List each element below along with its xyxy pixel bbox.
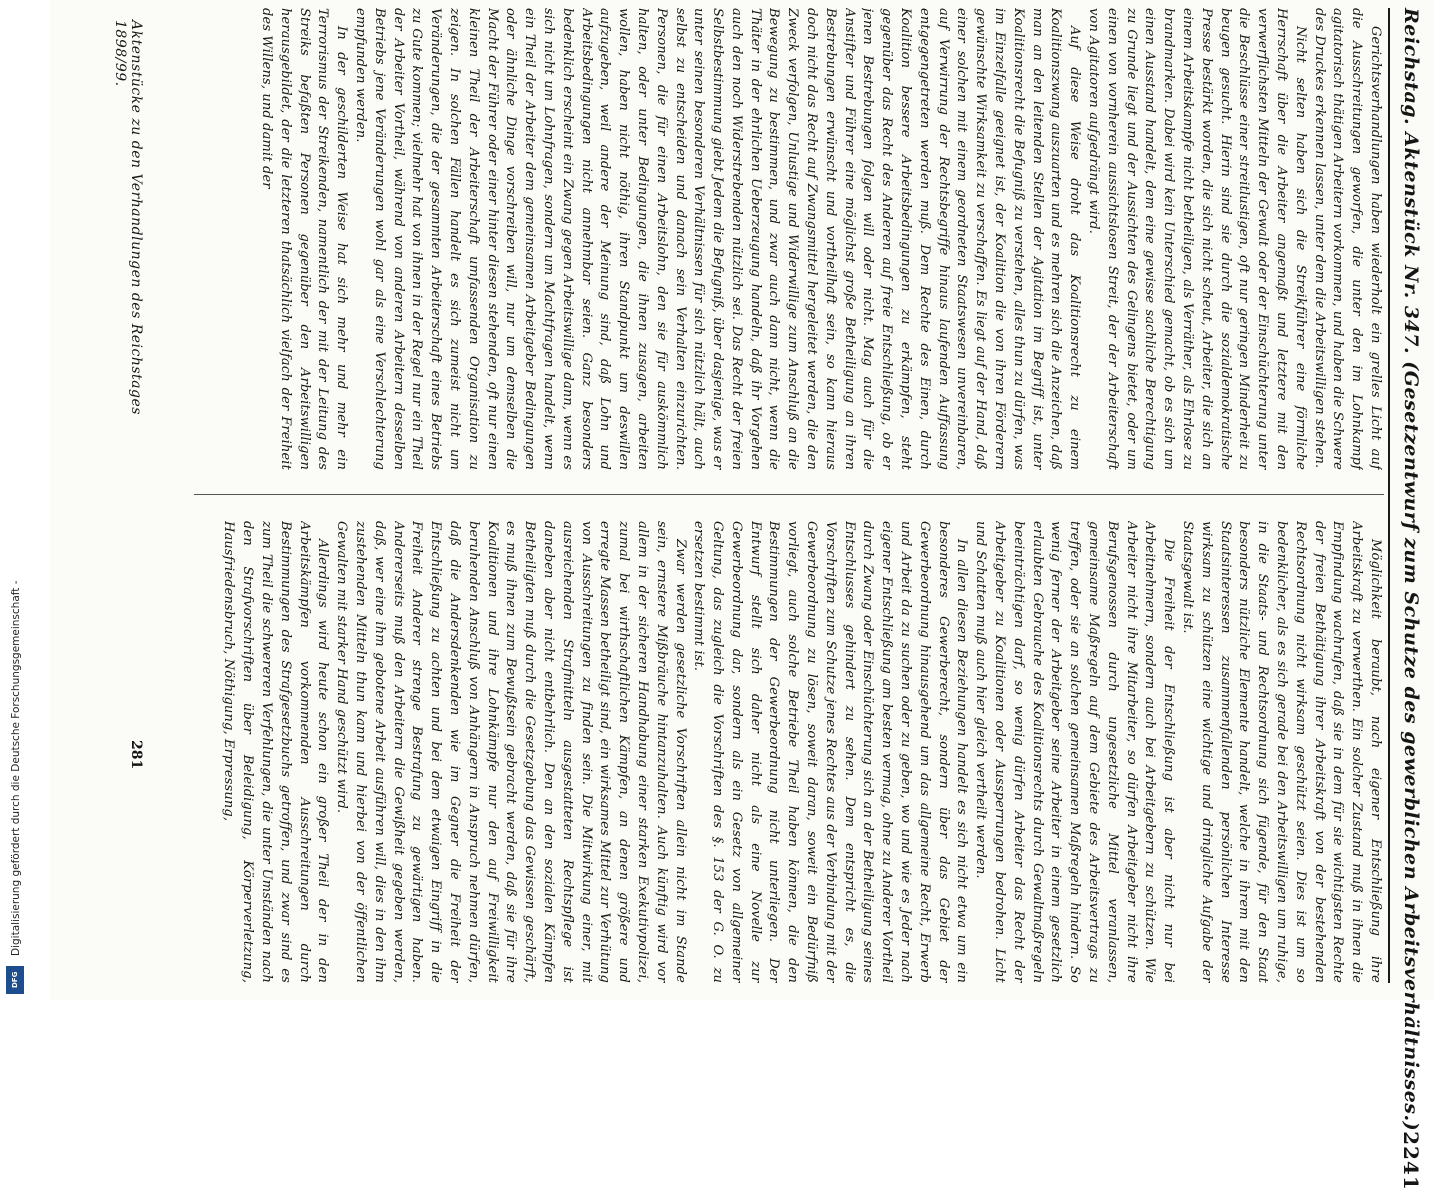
paragraph: Nicht selten haben sich die Streikführer eine förmliche Herrschaft über die Arbeiter angemaßt und letztere mit den verwerflichsten Mitteln der Gewalt oder der Einschüchterung unter die Beschlüsse einer streitlustigen, oft nur geringen Minderheit zu beugen gesucht. Hierin sind sie durch die sozialdemokratische Presse bestärkt worden, die sich nicht scheut, Arbeiter, die sich an einem Arbeitskampfe nicht betheiligen, als Verräther, als Ehrlose zu brandmarken. Dabei wird kein Unterschied gemacht, ob es sich um einen Ausstand handelt, dem eine gewisse sachliche Berechtigung zu Grunde liegt und der Aussichten des Gelingens bietet, oder um einen von vornherein aussichtslosen Streit, der der Arbeiterschaft von Agitatoren aufgedrängt wird.: [1086, 8, 1308, 470]
digitization-sidebar: [0, 0, 50, 1000]
paragraph: Zwar werden gesetzliche Vorschriften allein nicht im Stande sein, ernstere Mißbräuche hintanzuhalten. Auch künftig wird vor allem in der sicheren Handhabung einer starken Exekutivpolizei, zumal bei wirthschaftlichen Kämpfen, an denen größere und erregte Massen betheiligt sind, ein wirksames Mittel zur Verhütung von Ausschreitungen zu finden sein. Die Mitwirkung einer, mit ausreichenden Strafmitteln ausgestatteten Rechtspflege ist daneben aber nicht entbehrlich. Den an den sozialen Kämpfen Betheiligten muß durch die Gesetzgebung das Gewissen geschärft, es muß ihnen zum Bewußtsein gebracht werden, daß sie für ihre Koalitionen und ihre Lohnkämpfe nur den auf Freiwilligkeit beruhenden Anschluß von Anhängern in Anspruch nehmen dürfen, daß die Andersdenkenden wie im Gegner die Freiheit der Entschließung zu achten und bei dem etwaigen Eingriff in die Freiheit Anderer strenge Bestrafung zu gewärtigen haben. Andererseits muß den Arbeitern die Gewißheit gegeben werden, daß, wer eine ihm gebotene Arbeit ausführen will, dies in den ihm zustehenden Mitteln thun kann und hierbei von der öffentlichen Gewalten mit starker Hand geschützt wird.: [334, 521, 688, 983]
rotated-page-content: [50, 0, 1434, 1191]
scanned-page: [50, 0, 1434, 1191]
paragraph: Die Freiheit der Entschließung ist aber nicht nur bei Arbeitnehmern, sondern auch bei Arbeitgebern zu schützen. Wie Arbeiter nicht ihre Mitarbeiter, so dürfen Arbeitgeber nicht ihre Berufsgenossen durch ungesetzliche Mittel veranlassen, gemeinsame Maßregeln auf dem Gebiete des Arbeitsvertrags zu treffen, oder sie an solchen gemeinsamen Maßregeln hindern. So wenig ferner der Arbeitgeber seine Arbeiter in einem gesetzlich erlaubten Gebrauche des Koalitionsrechts durch Gewaltmaßregeln beeinträchtigen darf, so wenig dürfen Arbeiter das Recht der Arbeitgeber zu Koalitionen oder Aussperrungen bedrohen. Licht und Schatten muß auch hier gleich vertheilt werden.: [973, 521, 1177, 983]
paragraph: In der geschilderten Weise hat sich mehr und mehr ein Terrorismus der Streikenden, namentlich der mit der Leitung des Streiks befaßten Personen gegenüber den Arbeitswilligen herausgebildet, der die letzteren thatsächlich vielfach der Freiheit des Willens, und damit der: [258, 8, 350, 470]
footer-source: Aktenstücke zu den Verhandlungen des Reichstages 1898/99.: [112, 20, 144, 415]
paragraph: Möglichkeit beraubt, nach eigener Entschließung ihre Arbeitskraft zu verwerthen. Ein solcher Zustand muß in ihnen die Empfindung wachrufen, daß sie in dem für sie wichtigsten Rechte der freien Bethätigung ihrer Arbeitskraft von der bestehenden Rechtsordnung nicht wirksam geschützt seien. Dies ist um so bedenklicher, als es sich gerade bei den Arbeitswilligen um ruhige, in die Staats- und Rechtsordnung sich fügende, für den Staat besonders nützliche Elemente handelt, welche in ihrem mit den Staatsinteressen zusammenfallenden persönlichen Interesse wirksam zu schützen eine wichtige und dringliche Aufgabe der Staatsgewalt ist.: [1180, 521, 1383, 983]
digitization-notice: Digitalisierung gefördert durch die Deutsche Forschungsgemeinschaft -: [10, 580, 22, 956]
column-divider: [194, 494, 1384, 495]
paragraph: Gerichtsverhandlungen haben wiederholt ein grelles Licht auf die Ausschreitungen geworfen, die unter den im Lohnkampf agitatorisch thätigen Arbeitern vorkommen, und haben die Schwere des Druckes erkennen lassen, unter dem die Arbeitswilligen stehen.: [1311, 8, 1383, 470]
dfg-logo: DFG: [6, 966, 24, 994]
page-title: Reichstag. Aktenstück Nr. 347. (Gesetzentwurf zum Schutze des gewerblichen Arbeitsverhältnisses.): [1400, 8, 1422, 1132]
paragraph: Auf diese Weise droht das Koalitionsrecht zu einem Koalitionszwang auszuarten und es mehren sich die Anzeichen, daß man an den leitenden Stellen der Agitation im Begriff ist, unter Koalitionsrecht die Befugniß zu verstehen, alles thun zu dürfen, was im Einzelfalle geeignet ist, der Koalition die von ihren Förderern gewünschte Wirksamkeit zu verschaffen. Es liegt auf der Hand, daß einer solchen mit einem geordneten Staatswesen unvereinbaren, auf Verwirrung der Rechtsbegriffe hinaus laufenden Auffassung entgegengetreten werden muß. Dem Rechte des Einen, durch Koalition bessere Arbeitsbedingungen zu erkämpfen, steht gegenüber das Recht des Anderen auf freie Entschließung, ob er jenen Bestrebungen folgen will oder nicht. Mag auch für die Anstifter und Führer eine möglichst große Betheiligung an ihren Bestrebungen erwünscht und vortheilhaft sein, so kann hieraus doch nicht das Recht auf Zwangsmittel hergeleitet werden, die den Zweck verfolgen, Unlustige und Widerwillige zum Anschluß an die Bewegung zu bestimmen, und zwar auch dann nicht, wenn die Thäter in der ehrlichen Ueberzeugung handeln, daß ihr Vorgehen auch den noch Widerstrebenden nützlich sei. Das Recht der freien Selbstbestimmung giebt Jedem die Befugniß, über dasjenige, was er unter seinen besonderen Verhältnissen für sich nützlich hält, auch selbst zu entscheiden und danach sein Verhalten einzurichten. Personen, die für einen Arbeitslohn, den sie für auskömmlich halten, oder unter Bedingungen, die ihnen zusagen, arbeiten wollen, haben nicht nöthig, ihren Standpunkt um deswillen aufzugeben, weil andere der Meinung sind, daß Lohn und Arbeitsbedingungen nicht annehmbar seien. Ganz besonders bedenklich erscheint ein Zwang gegen Arbeitswillige dann, wenn es sich nicht um Lohnfragen, sondern um Machtfragen handelt, wenn ein Theil der Arbeiter dem gemeinsamen Arbeitgeber Bedingungen oder ähnliche Dinge vorschreiben will, nur um demselben die Macht der Führer oder einer hinter diesen stehenden, oft nur einen kleinen Theil der Arbeiterschaft umfassenden Organisation zu zeigen. In solchen Fällen handelt es sich zumeist nicht um Veränderungen, die der gesammten Arbeiterschaft eines Betriebs zu Gute kommen; vielmehr hat von ihnen in der Regel nur ein Theil der Arbeiter Vortheil, während von anderen Arbeitern desselben Betriebs jene Veränderungen wohl gar als eine Verschlechterung empfunden werden.: [352, 8, 1083, 470]
page-number: 2241: [1399, 1131, 1423, 1191]
header-rule: [1388, 8, 1390, 983]
paragraph: Allerdings wird heute schon ein großer Theil der in den Arbeitskämpfen vorkommenden Ausschreitungen durch Bestimmungen des Strafgesetzbuchs getroffen, und zwar sind es zum Theil die schwereren Verfehlungen, die unter Umständen nach den Strafvorschriften über Beleidigung, Körperverletzung, Hausfriedensbruch, Nöthigung, Erpressung,: [221, 521, 331, 983]
footer-sheet-number: 281: [128, 740, 144, 770]
page-header: [1394, 8, 1428, 1191]
left-column: [186, 8, 1384, 470]
right-column: [186, 521, 1384, 983]
paragraph: In allen diesen Beziehungen handelt es sich nicht etwa um ein besonderes Gewerberecht, sondern über das Gebiet der Gewerbeordnung hinausgehend um das allgemeine Recht, Erwerb und Arbeit da zu suchen oder zu geben, wo und wie es Jeder nach eigener Entschließung am besten vermag, ohne zu Anderer Vortheil durch Zwang oder Einschüchterung sich an der Betheiligung seines Entschlusses gehindert zu sehen. Dem entspricht es, die Vorschriften zum Schutze jenes Rechtes aus der Verbindung mit der Gewerbeordnung zu lösen, soweit daran, soweit ein Bedürfniß vorliegt, auch solche Betriebe Theil haben können, die den Bestimmungen der Gewerbeordnung nicht unterliegen. Der Entwurf stellt sich daher nicht als eine Novelle zur Gewerbeordnung dar, sondern als ein Gesetz von allgemeiner Geltung, das zugleich die Vorschriften des §. 153 der G. O. zu ersetzen bestimmt ist.: [691, 521, 970, 983]
